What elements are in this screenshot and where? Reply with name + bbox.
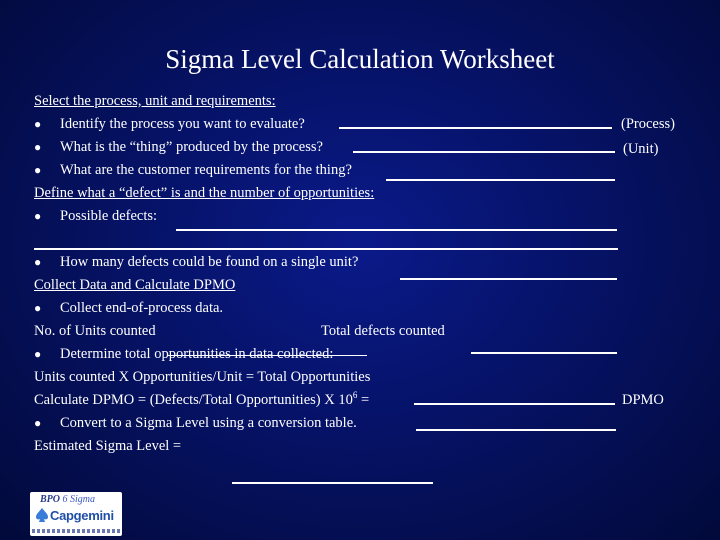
bullet-icon: ● bbox=[34, 255, 42, 269]
how-many-defects-text: How many defects could be found on a single unit? bbox=[60, 254, 359, 270]
possible-defects-text: Possible defects: bbox=[60, 208, 158, 224]
identify-process-text: Identify the process you want to evaluate? bbox=[60, 116, 305, 132]
convert-sigma-text: Convert to a Sigma Level using a conversion table. bbox=[60, 415, 357, 431]
strikethrough-line bbox=[167, 355, 367, 356]
dpmo-tag: DPMO bbox=[622, 392, 664, 408]
conversion-answer-line[interactable] bbox=[416, 429, 616, 431]
logo-company-name: Capgemini bbox=[50, 508, 114, 523]
possible-defects-line-1[interactable] bbox=[176, 229, 617, 231]
dpmo-answer-line[interactable] bbox=[414, 403, 615, 405]
dpmo-formula-prefix: Calculate DPMO = (Defects/Total Opportunities) X 10 bbox=[34, 392, 353, 408]
bullet-icon: ● bbox=[34, 140, 42, 154]
units-counted-label: No. of Units counted bbox=[34, 323, 156, 339]
define-heading: Define what a “defect” is and the number of opportunities: bbox=[34, 185, 375, 201]
logo-strip bbox=[32, 529, 120, 533]
what-thing-text: What is the “thing” produced by the process? bbox=[60, 139, 323, 155]
select-heading: Select the process, unit and requirements: bbox=[34, 93, 276, 109]
unit-answer-line[interactable] bbox=[353, 151, 615, 153]
collect-heading: Collect Data and Calculate DPMO bbox=[34, 277, 236, 293]
page-title: Sigma Level Calculation Worksheet bbox=[165, 44, 555, 74]
defects-per-unit-line[interactable] bbox=[400, 278, 617, 280]
customer-requirements-text: What are the customer requirements for the thing? bbox=[60, 162, 352, 178]
bullet-icon: ● bbox=[34, 301, 42, 315]
bullet-icon: ● bbox=[34, 117, 42, 131]
company-logo bbox=[30, 492, 122, 536]
logo-bpo-text: BPO 6 Sigma bbox=[40, 494, 95, 505]
bullet-icon: ● bbox=[34, 347, 42, 361]
bullet-icon: ● bbox=[34, 416, 42, 430]
possible-defects-line-2[interactable] bbox=[34, 248, 618, 250]
spade-icon bbox=[34, 507, 50, 523]
bullet-icon: ● bbox=[34, 209, 42, 223]
dpmo-exponent: 6 bbox=[352, 390, 358, 401]
process-tag: (Process) bbox=[621, 116, 675, 132]
dpmo-formula-suffix: = bbox=[357, 392, 370, 408]
total-opportunities-line[interactable] bbox=[471, 352, 617, 354]
determine-total-text: Determine total opportunities in data collected: bbox=[60, 346, 334, 362]
bullet-icon: ● bbox=[34, 163, 42, 177]
process-answer-line[interactable] bbox=[339, 127, 612, 129]
unit-tag: (Unit) bbox=[623, 141, 659, 157]
collect-data-text: Collect end-of-process data. bbox=[60, 300, 224, 316]
total-defects-label: Total defects counted bbox=[321, 323, 445, 339]
dpmo-formula-text bbox=[34, 391, 369, 409]
requirements-answer-line[interactable] bbox=[386, 179, 615, 181]
sigma-level-answer-line[interactable] bbox=[232, 482, 433, 484]
units-formula-text: Units counted X Opportunities/Unit = Total Opportunities bbox=[34, 369, 371, 385]
estimated-sigma-text: Estimated Sigma Level = bbox=[34, 438, 182, 454]
